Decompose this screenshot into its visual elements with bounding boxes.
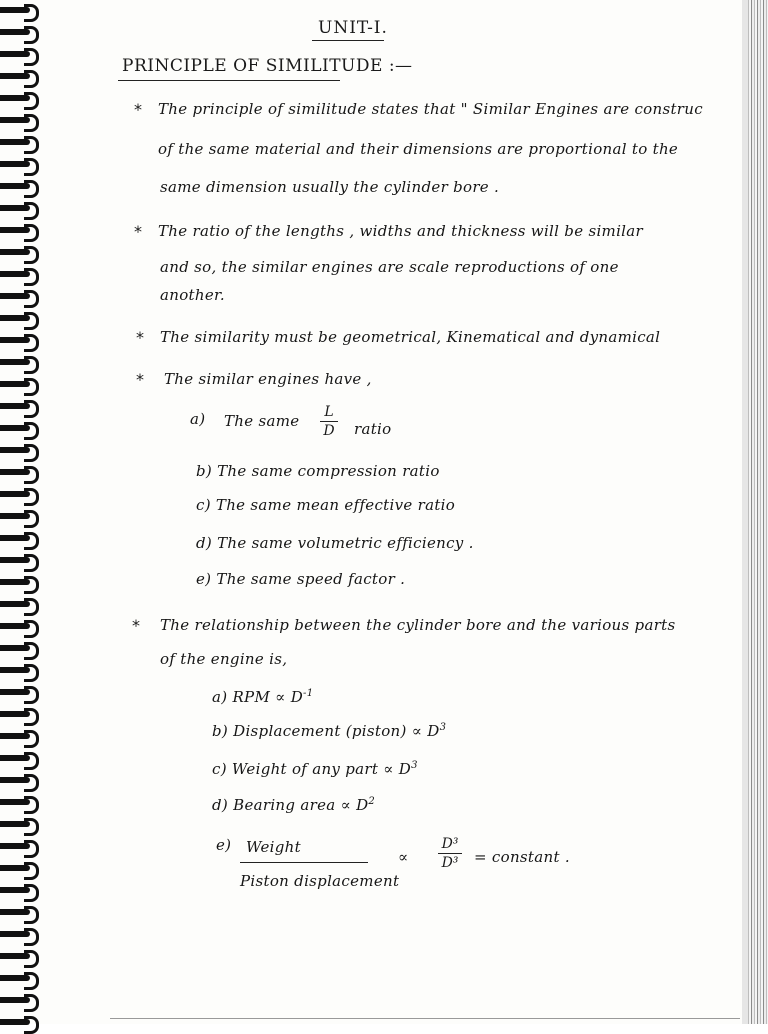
- p4-d: d) The same volumetric efficiency .: [196, 534, 474, 552]
- binding-ring: [0, 796, 40, 808]
- fraction-denominator: D: [323, 423, 335, 439]
- binding-ring: [0, 48, 40, 60]
- binding-ring: [0, 4, 40, 16]
- p2-line1: The ratio of the lengths , widths and thickness will be similar: [158, 222, 643, 240]
- binding-ring: [0, 664, 40, 676]
- binding-ring: [0, 180, 40, 192]
- binding-ring: [0, 1016, 40, 1028]
- binding-ring: [0, 928, 40, 940]
- p5-c: [212, 760, 418, 778]
- p5-e-label: e): [216, 836, 232, 854]
- p1-line3: same dimension usually the cylinder bore .: [160, 178, 500, 196]
- binding-ring: [0, 312, 40, 324]
- page-stack-edge: [748, 0, 768, 1024]
- binding-ring: [0, 708, 40, 720]
- binding-ring: [0, 752, 40, 764]
- fraction-numerator: D³: [441, 836, 459, 852]
- binding-ring: [0, 158, 40, 170]
- binding-ring: [0, 906, 40, 918]
- p2-line2: and so, the similar engines are scale reproductions of one: [160, 258, 619, 276]
- p5-b-exponent: 3: [439, 722, 447, 733]
- p4-c: c) The same mean effective ratio: [196, 496, 456, 514]
- bullet-star: *: [132, 616, 140, 635]
- binding-ring: [0, 488, 40, 500]
- p5-a: [212, 688, 313, 706]
- binding-ring: [0, 730, 40, 742]
- ld-fraction: [320, 404, 338, 439]
- title-underline: [312, 40, 384, 41]
- p1-line2: of the same material and their dimensions are proportional to the: [158, 140, 679, 158]
- binding-ring: [0, 532, 40, 544]
- binding-ring: [0, 202, 40, 214]
- p5-line2: of the engine is,: [160, 650, 288, 668]
- bullet-star: *: [134, 222, 142, 241]
- p2-line3: another.: [160, 286, 225, 304]
- binding-ring: [0, 334, 40, 346]
- bullet-star: *: [134, 100, 142, 119]
- fraction-bar: [320, 421, 338, 422]
- p5-e-numerator: Weight: [246, 838, 301, 856]
- binding-ring: [0, 246, 40, 258]
- binding-ring: [0, 818, 40, 830]
- binding-ring: [0, 224, 40, 236]
- p5-c-exponent: 3: [411, 760, 418, 771]
- p4-intro: The similar engines have ,: [164, 370, 372, 388]
- fraction-numerator: L: [324, 404, 334, 420]
- p5-c-text: c) Weight of any part ∝ D: [212, 760, 412, 778]
- p4-a-label: a): [190, 410, 206, 428]
- binding-ring: [0, 994, 40, 1006]
- binding-ring: [0, 378, 40, 390]
- p5-a-exponent: -1: [303, 688, 314, 699]
- p1-line1: The principle of similitude states that " Similar Engines are construc: [158, 100, 703, 118]
- p4-b: b) The same compression ratio: [196, 462, 440, 480]
- binding-ring: [0, 136, 40, 148]
- p4-a-suffix: ratio: [354, 420, 392, 438]
- heading-underline: [118, 80, 340, 81]
- page-bottom-edge: [110, 1018, 740, 1019]
- binding-ring: [0, 598, 40, 610]
- p5-line1: The relationship between the cylinder bore and the various parts: [160, 616, 676, 634]
- binding-ring: [0, 576, 40, 588]
- bullet-star: *: [136, 370, 144, 389]
- binding-ring: [0, 26, 40, 38]
- binding-ring: [0, 862, 40, 874]
- binding-ring: [0, 510, 40, 522]
- fraction-denominator: D³: [441, 855, 459, 871]
- binding-ring: [0, 950, 40, 962]
- binding-ring: [0, 356, 40, 368]
- binding-ring: [0, 642, 40, 654]
- p3-line1: The similarity must be geometrical, Kinematical and dynamical: [160, 328, 661, 346]
- binding-ring: [0, 114, 40, 126]
- binding-ring: [0, 444, 40, 456]
- proportional-symbol: ∝: [398, 848, 409, 866]
- d-ratio-fraction: [438, 836, 462, 871]
- binding-ring: [0, 840, 40, 852]
- unit-title: UNIT-I.: [318, 18, 388, 38]
- binding-ring: [0, 884, 40, 896]
- binding-ring: [0, 290, 40, 302]
- binding-ring: [0, 422, 40, 434]
- p5-e-result: = constant .: [474, 848, 570, 866]
- bullet-star: *: [136, 328, 144, 347]
- p4-e: e) The same speed factor .: [196, 570, 406, 588]
- p5-d-text: d) Bearing area ∝ D: [212, 796, 369, 814]
- binding-ring: [0, 686, 40, 698]
- fraction-bar: [240, 862, 368, 863]
- p5-d-exponent: 2: [368, 796, 376, 807]
- binding-ring: [0, 774, 40, 786]
- p5-e-denominator: Piston displacement: [240, 872, 400, 890]
- binding-ring: [0, 554, 40, 566]
- binding-ring: [0, 466, 40, 478]
- section-heading: PRINCIPLE OF SIMILITUDE :—: [122, 56, 413, 76]
- spiral-binding: [0, 0, 46, 1024]
- p5-b-text: b) Displacement (piston) ∝ D: [212, 722, 440, 740]
- p5-a-text: a) RPM ∝ D: [212, 688, 304, 706]
- binding-ring: [0, 92, 40, 104]
- binding-ring: [0, 400, 40, 412]
- binding-ring: [0, 268, 40, 280]
- binding-ring: [0, 620, 40, 632]
- fraction-bar: [438, 853, 462, 854]
- p5-d: [212, 796, 375, 814]
- binding-ring: [0, 70, 40, 82]
- p5-b: [212, 722, 446, 740]
- binding-ring: [0, 972, 40, 984]
- p4-a-text: The same: [224, 412, 300, 430]
